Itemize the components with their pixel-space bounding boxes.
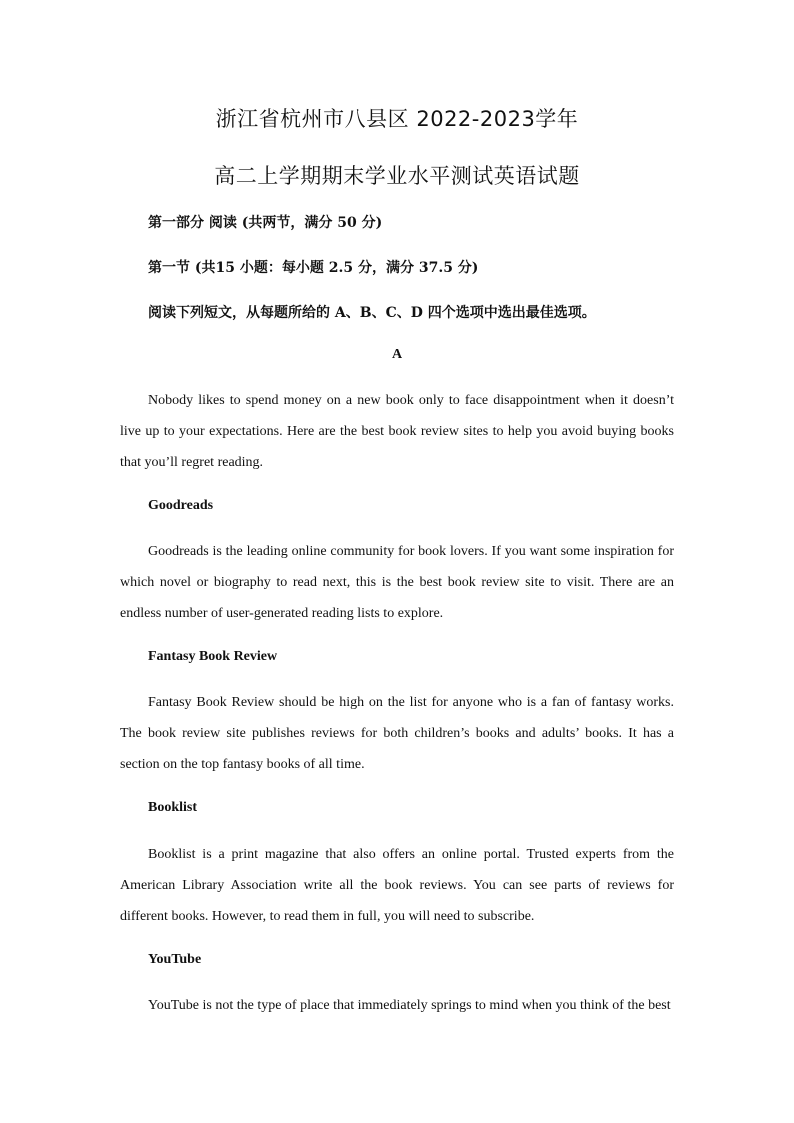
- paragraph-youtube: YouTube is not the type of place that immediately springs to mind when you think of the best: [148, 998, 671, 1013]
- paragraph-intro: Nobody likes to spend money on a new book only to face disappointment when it doesn’t live up to your expectations. Here are the best book review sites to help you avoid buying books that you’ll regret reading.: [120, 393, 674, 470]
- section-heading: 第一节 (共15 小题：每小题 2.5 分，满分 37.5 分): [148, 260, 479, 276]
- document-title-line-2: 高二上学期期末学业水平测试英语试题: [214, 164, 580, 188]
- instruction-text: 阅读下列短文，从每题所给的 A、B、C、D 四个选项中选出最佳选项。: [148, 305, 596, 321]
- paragraph-booklist: Booklist is a print magazine that also offers an online portal. Trusted experts from the American Library Association write all the book reviews. You can see parts of reviews for different books. However, to read them in full, you will need to subscribe.: [120, 847, 674, 924]
- heading-fantasy-book-review: Fantasy Book Review: [148, 649, 278, 664]
- part-heading: 第一部分 阅读 (共两节，满分 50 分): [148, 215, 383, 231]
- paragraph-goodreads: Goodreads is the leading online community for book lovers. If you want some inspiration for which novel or biography to read next, this is the best book review site to visit. There are an endless number of user-generated reading lists to explore.: [120, 544, 674, 621]
- heading-booklist: Booklist: [148, 800, 198, 815]
- heading-youtube: YouTube: [148, 952, 202, 967]
- document-title-line-1: 浙江省杭州市八县区 2022-2023学年: [215, 107, 579, 131]
- passage-letter: A: [391, 347, 403, 362]
- heading-goodreads: Goodreads: [148, 498, 214, 513]
- paragraph-fantasy-book-review: Fantasy Book Review should be high on the list for anyone who is a fan of fantasy works. The book review site publishes reviews for both children’s books and adults’ books. It has a section on the top fantasy books of all time.: [120, 695, 674, 772]
